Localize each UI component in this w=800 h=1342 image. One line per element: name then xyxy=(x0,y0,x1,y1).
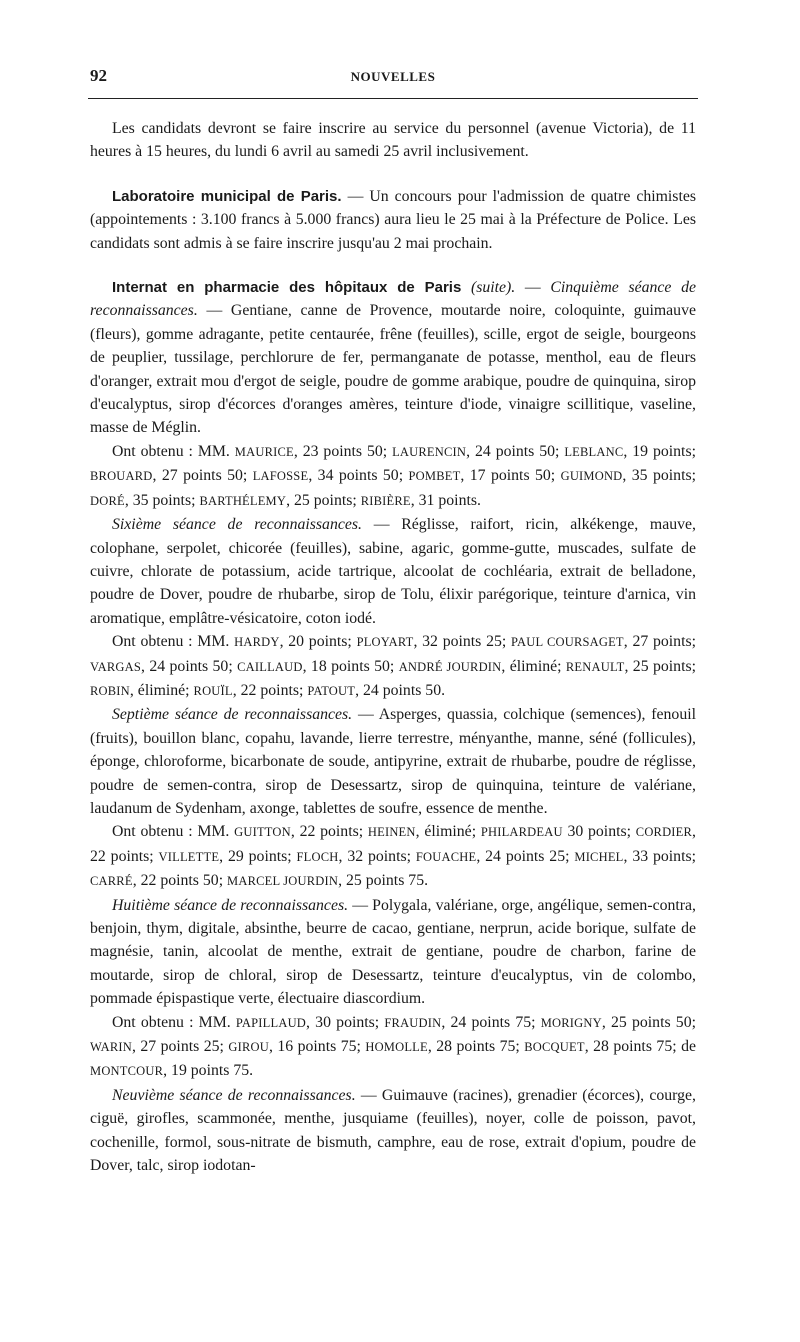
article-body xyxy=(90,117,696,1177)
seance5-text: — Gentiane, canne de Provence, moutarde noire, coloquinte, guimauve (fleurs), gomme adragante, petite centaurée, frêne (feuilles), scille, ergot de seigle, bourgeons de peuplier, tussilage, perchlorure de fer, permanganate de potasse, menthol, eau de fleurs d'oranger, extrait mou d'ergot de seigle, poudre de gomme arabique, poudre de quinquina, sirop d'eucalyptus, sirop d'écorces d'oranges amères, teinture d'iode, vinaigre scillitique, vaseline, masse de Méglin. xyxy=(90,302,696,437)
seance6-paragraph xyxy=(90,513,696,630)
laboratoire-paragraph xyxy=(90,185,696,255)
candidate-name: VILLETTE xyxy=(158,849,220,864)
candidate-name: MARCEL JOURDIN xyxy=(227,874,339,889)
candidate-name: VARGAS xyxy=(90,659,141,674)
result-text: , 24 points 50; xyxy=(141,657,238,675)
laboratoire-text: — Un concours pour l'admission de quatre chimistes (appointements : 3.100 francs à 5.000 francs) aura lieu le 25 mai à la Préfecture de Police. Les candidats sont admis à se faire inscrire jusqu'au 2 mai prochain. xyxy=(90,187,697,252)
candidate-name: MORIGNY xyxy=(540,1015,602,1030)
candidate-name: ROBIN xyxy=(90,683,130,698)
result-text: , 27 points 50; xyxy=(152,467,253,485)
result-text: , 23 points 50; xyxy=(293,442,393,460)
candidate-name: PHILARDEAU xyxy=(480,825,563,840)
candidate-name: PAPILLAUD xyxy=(235,1015,307,1030)
result-text: Ont obtenu : MM. xyxy=(112,1013,236,1031)
result-text: , 29 points; xyxy=(219,847,297,865)
result-text: , 22 points; xyxy=(90,823,696,865)
internat-heading: Internat en pharmacie des hôpitaux de Paris xyxy=(112,279,462,297)
result-text: , 25 points 50; xyxy=(601,1013,696,1031)
result-text: , 17 points 50; xyxy=(460,467,561,485)
candidate-name: PLOYART xyxy=(356,635,414,650)
result-text: Ont obtenu : MM. xyxy=(112,633,235,651)
candidate-name: HARDY xyxy=(234,635,280,650)
candidate-name: BOCQUET xyxy=(524,1040,585,1055)
intro-paragraph: Les candidats devront se faire inscrire au service du personnel (avenue Victoria), de 11 heures à 15 heures, du lundi 6 avril au samedi 25 avril inclusivement. xyxy=(90,120,696,161)
result-text: , 24 points 50. xyxy=(355,681,446,699)
result-text: , éliminé; xyxy=(415,823,481,841)
candidate-name: FRAUDIN xyxy=(384,1015,442,1030)
result-text: , 35 points; xyxy=(124,491,200,509)
candidate-name: LAFOSSE xyxy=(252,469,309,484)
seance6-title: Sixième séance de reconnaissances. xyxy=(112,516,362,534)
candidate-name: MICHEL xyxy=(574,849,624,864)
result-text: , 33 points; xyxy=(623,847,696,865)
candidate-name: RIBIÈRE xyxy=(360,493,411,508)
result-text: , 19 points 75. xyxy=(163,1062,254,1080)
candidate-name: LAURENCIN xyxy=(392,444,467,459)
result-text: , 24 points 75; xyxy=(441,1013,541,1031)
seance8-title: Huitième séance de reconnaissances. xyxy=(112,896,349,914)
result-text: , 24 points 25; xyxy=(476,847,575,865)
result-text: , 25 points 75. xyxy=(338,872,429,890)
results-5 xyxy=(90,440,696,513)
candidate-name: BROUARD xyxy=(90,469,153,484)
result-text: , 25 points; xyxy=(624,657,696,675)
candidate-name: CORDIER xyxy=(635,825,693,840)
candidate-name: PATOUT xyxy=(307,683,356,698)
candidate-name: MAURICE xyxy=(234,444,294,459)
candidate-name: GIROU xyxy=(228,1040,269,1055)
result-text: , 31 points. xyxy=(410,491,481,509)
candidate-name: HOMOLLE xyxy=(365,1040,428,1055)
result-text: , 34 points 50; xyxy=(308,467,409,485)
result-text: , 35 points; xyxy=(622,467,696,485)
result-text: Ont obtenu : MM. xyxy=(112,823,235,841)
candidate-name: RENAULT xyxy=(565,659,625,674)
result-text: , 24 points 50; xyxy=(466,442,565,460)
result-text: , 25 points; xyxy=(286,491,361,509)
result-text: , 32 points 25; xyxy=(413,633,511,651)
candidate-name: DORÉ xyxy=(90,493,125,508)
page-header xyxy=(88,66,698,90)
result-text: , 32 points; xyxy=(338,847,416,865)
internat-paragraph xyxy=(90,276,696,440)
results-8 xyxy=(90,1011,696,1084)
candidate-name: MONTCOUR xyxy=(90,1064,164,1079)
candidate-name: ROUÏL xyxy=(193,683,233,698)
candidate-name: CARRÉ xyxy=(90,874,133,889)
internat-suite: (suite). xyxy=(470,279,516,297)
seance9-title: Neuvième séance de reconnaissances. xyxy=(112,1086,356,1104)
result-text: , 30 points; xyxy=(306,1013,385,1031)
candidate-name: POMBET xyxy=(408,469,461,484)
candidate-name: PAUL COURSAGET xyxy=(511,635,624,650)
seance7-text: — Asperges, quassia, colchique (semences), fenouil (fruits), bouillon blanc, copahu, lavande, lierre terrestre, ményanthe, manne, séné (follicules), éponge, chloroforme, bicarbonate de soude, antipyrine, extrait de rhubarbe, poudre de réglisse, poudre de semen-contra, sirop de Desessartz, sirop de quinquina, teinture de valériane, laudanum de Sydenham, axonge, tablettes de soufre, essence de menthe. xyxy=(90,706,697,817)
seance8-paragraph xyxy=(90,894,696,1011)
seance9-paragraph xyxy=(90,1084,696,1178)
candidate-name: FOUACHE xyxy=(415,849,477,864)
seance9-text: — Guimauve (racines), grenadier (écorces), courge, ciguë, girofles, scammonée, menthe, jusquiame (feuilles), noyer, colle de poisson, pavot, cochenille, formol, sous-nitrate de bismuth, camphre, eau de rose, extrait d'opium, poudre de Dover, talc, sirop iodotan- xyxy=(90,1086,696,1175)
result-text: , 28 points 75; xyxy=(427,1038,525,1056)
candidate-name: FLOCH xyxy=(296,849,339,864)
candidate-name: CAILLAUD xyxy=(237,659,303,674)
result-text: , 18 points 50; xyxy=(302,657,399,675)
result-text: , 27 points; xyxy=(623,633,697,651)
candidate-name: GUIMOND xyxy=(560,469,623,484)
result-text: Ont obtenu : MM. xyxy=(112,442,235,460)
results-7 xyxy=(90,820,696,893)
result-text: , éliminé; xyxy=(501,657,566,675)
result-text: , 22 points 50; xyxy=(132,872,228,890)
seance5-title: Cinquième séance de reconnaissances. xyxy=(90,279,696,320)
seance6-text: — Réglisse, raifort, ricin, alkékenge, mauve, colophane, serpolet, chicorée (feuilles), sabine, agaric, gomme-gutte, muscades, sulfate de cuivre, chlorate de potassium, acide tartrique, alcoolat de cochléaria, extrait de belladone, poudre de Dover, poudre de rhubarbe, sirop de Tolu, élixir parégorique, teinture d'arnica, vin aromatique, emplâtre-vésicatoire, coton iodé. xyxy=(90,516,696,627)
internat-dash: — xyxy=(515,279,551,297)
header-rule xyxy=(88,98,698,99)
candidate-name: BARTHÉLEMY xyxy=(199,493,287,508)
result-text: 30 points; xyxy=(562,823,636,841)
result-text: , 22 points; xyxy=(232,681,308,699)
laboratoire-heading: Laboratoire municipal de Paris. xyxy=(112,187,342,205)
candidate-name: ANDRÉ JOURDIN xyxy=(398,659,502,674)
result-text: , 20 points; xyxy=(279,633,357,651)
seance7-title: Septième séance de reconnaissances. xyxy=(112,706,353,724)
running-title: NOUVELLES xyxy=(350,69,436,84)
result-text: , 19 points; xyxy=(623,442,696,460)
result-text: , éliminé; xyxy=(129,681,194,699)
result-text: , 28 points 75; de xyxy=(584,1038,696,1056)
candidate-name: HEINEN xyxy=(367,825,416,840)
candidate-name: WARIN xyxy=(90,1040,132,1055)
result-text: , 22 points; xyxy=(290,823,368,841)
page-number: 92 xyxy=(90,66,107,85)
result-text: , 16 points 75; xyxy=(268,1038,366,1056)
result-text: , 27 points 25; xyxy=(131,1038,229,1056)
results-6 xyxy=(90,630,696,703)
seance7-paragraph xyxy=(90,703,696,820)
seance8-text: — Polygala, valériane, orge, angélique, semen-contra, benjoin, thym, digitale, absinthe, beurre de cacao, gentiane, nerprun, acide borique, sulfate de magnésie, tanin, alcoolat de menthe, extrait de gentiane, poudre de charbon, farine de moutarde, sirop de chloral, sirop de Desessartz, teinture d'eucalyptus, vin de colombo, pommade épispastique verte, électuaire diascordium. xyxy=(90,896,696,1008)
candidate-name: GUITTON xyxy=(234,825,291,840)
candidate-name: LEBLANC xyxy=(564,444,624,459)
